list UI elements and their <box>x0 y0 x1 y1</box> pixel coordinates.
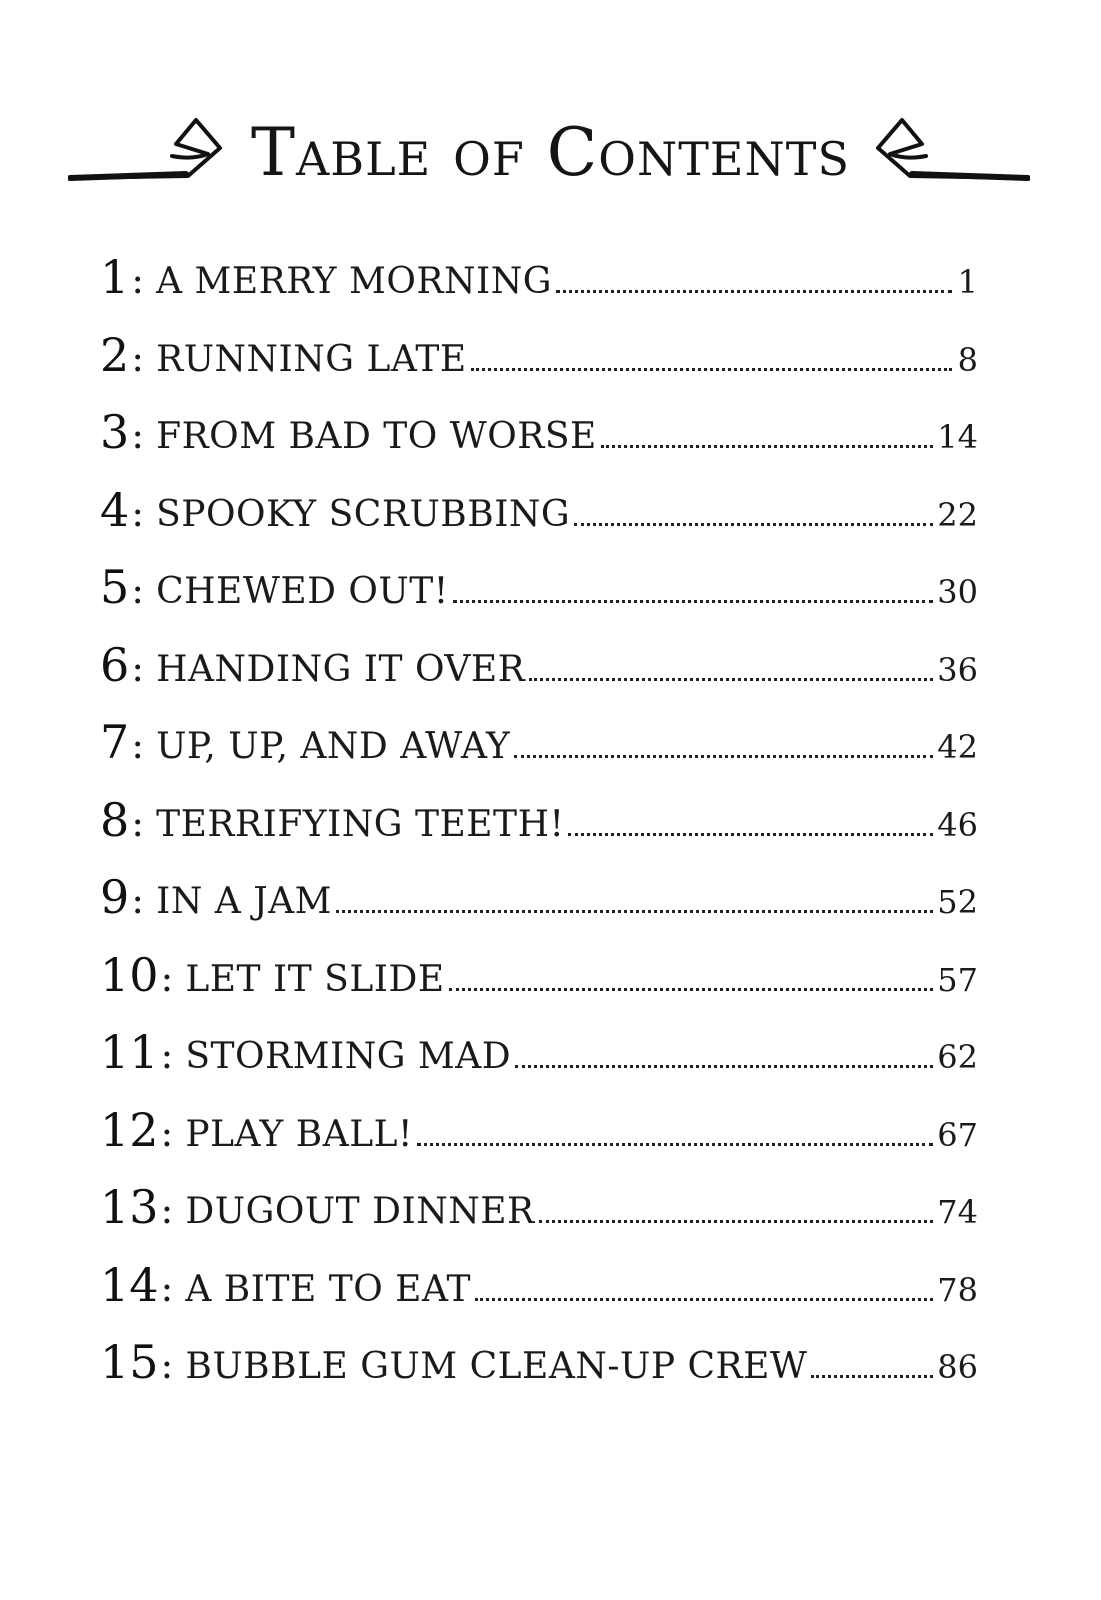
chapter-number: 1 <box>100 250 130 304</box>
dot-leader <box>515 1065 933 1068</box>
chapter-number: 5 <box>100 560 130 614</box>
page-number: 67 <box>937 1115 978 1154</box>
chapter-title: FROM BAD TO WORSE <box>156 416 597 457</box>
toc-entry-3[interactable]: 3 : FROM BAD TO WORSE 14 <box>100 405 978 459</box>
chapter-title: DUGOUT DINNER <box>185 1191 535 1232</box>
chapter-number: 11 <box>100 1025 159 1079</box>
chapter-title: BUBBLE GUM CLEAN-UP CREW <box>185 1346 808 1387</box>
chapter-number: 10 <box>100 947 159 1002</box>
dot-leader <box>471 368 952 371</box>
chapter-number: 8 <box>100 792 130 847</box>
toc-entry-6[interactable]: 6 : HANDING IT OVER 36 <box>100 637 978 692</box>
toc-entry-14[interactable]: 14 : A BITE TO EAT 78 <box>100 1257 978 1312</box>
chapter-title: CHEWED OUT! <box>156 571 449 612</box>
page-number: 57 <box>937 960 978 999</box>
dot-leader <box>811 1375 933 1378</box>
chapter-title: A MERRY MORNING <box>156 261 552 302</box>
dot-leader <box>556 290 952 293</box>
toc-list <box>100 250 978 1417</box>
toc-entry-1[interactable]: 1 : A MERRY MORNING 1 <box>100 250 978 304</box>
page-number: 74 <box>937 1193 978 1231</box>
toc-entry-2[interactable]: 2 : RUNNING LATE 8 <box>100 327 978 382</box>
chapter-title: LET IT SLIDE <box>185 958 445 1000</box>
dot-leader <box>514 755 933 758</box>
dot-leader <box>449 988 934 991</box>
page-number: 30 <box>937 573 978 611</box>
chapter-title: STORMING MAD <box>185 1036 512 1077</box>
dot-leader <box>568 833 933 836</box>
dot-leader <box>529 678 933 681</box>
chapter-number: 4 <box>100 482 130 537</box>
page-number: 36 <box>937 650 978 689</box>
chapter-number: 2 <box>100 327 130 382</box>
page-number: 42 <box>937 728 978 766</box>
right-flourish-icon <box>870 100 1030 190</box>
toc-entry-9[interactable]: 9 : IN A JAM 52 <box>100 870 978 924</box>
chapter-number: 15 <box>100 1335 159 1389</box>
chapter-number: 13 <box>100 1180 159 1234</box>
toc-entry-13[interactable]: 13 : DUGOUT DINNER 74 <box>100 1180 978 1234</box>
dot-leader <box>453 600 934 603</box>
toc-entry-5[interactable]: 5 : CHEWED OUT! 30 <box>100 560 978 614</box>
chapter-number: 6 <box>100 637 130 692</box>
page-number: 22 <box>937 495 978 534</box>
toc-entry-11[interactable]: 11 : STORMING MAD 62 <box>100 1025 978 1079</box>
chapter-title: PLAY BALL! <box>185 1113 413 1155</box>
dot-leader <box>539 1220 934 1223</box>
chapter-title: HANDING IT OVER <box>156 648 526 690</box>
toc-entry-12[interactable]: 12 : PLAY BALL! 67 <box>100 1102 978 1157</box>
page-number: 8 <box>957 340 978 379</box>
page-number: 1 <box>957 263 978 301</box>
chapter-number: 7 <box>100 715 130 769</box>
toc-entry-10[interactable]: 10 : LET IT SLIDE 57 <box>100 947 978 1002</box>
page-number: 86 <box>937 1348 978 1386</box>
page-number: 62 <box>937 1038 978 1076</box>
chapter-number: 14 <box>100 1257 159 1312</box>
dot-leader <box>574 523 933 526</box>
page-title: Table of Contents <box>251 114 850 191</box>
chapter-number: 12 <box>100 1102 159 1157</box>
chapter-title: TERRIFYING TEETH! <box>156 803 565 845</box>
chapter-number: 9 <box>100 870 130 924</box>
toc-entry-15[interactable]: 15 : BUBBLE GUM CLEAN-UP CREW 86 <box>100 1335 978 1389</box>
toc-header <box>0 100 1101 210</box>
page-number: 46 <box>937 805 978 844</box>
toc-entry-7[interactable]: 7 : UP, UP, AND AWAY 42 <box>100 715 978 769</box>
dot-leader <box>336 910 933 913</box>
chapter-title: RUNNING LATE <box>156 338 467 380</box>
page-number: 14 <box>937 418 978 456</box>
chapter-title: A BITE TO EAT <box>185 1268 471 1310</box>
dot-leader <box>417 1143 933 1146</box>
chapter-title: IN A JAM <box>156 881 332 922</box>
chapter-title: SPOOKY SCRUBBING <box>156 493 571 535</box>
dot-leader <box>601 445 933 448</box>
page-number: 78 <box>937 1270 978 1309</box>
page-number: 52 <box>937 883 978 921</box>
chapter-title: UP, UP, AND AWAY <box>156 726 511 767</box>
dot-leader <box>475 1298 933 1301</box>
toc-entry-8[interactable]: 8 : TERRIFYING TEETH! 46 <box>100 792 978 847</box>
toc-entry-4[interactable]: 4 : SPOOKY SCRUBBING 22 <box>100 482 978 537</box>
chapter-number: 3 <box>100 405 130 459</box>
